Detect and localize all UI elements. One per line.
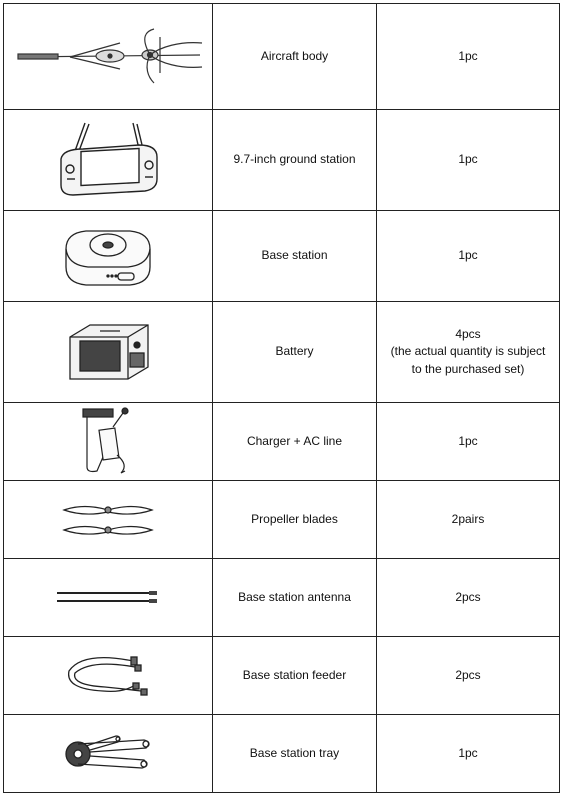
item-name: 9.7-inch ground station	[213, 110, 377, 211]
antenna-icon	[53, 588, 163, 608]
item-name: Base station antenna	[213, 559, 377, 637]
item-image-cell	[4, 302, 213, 403]
item-name: Battery	[213, 302, 377, 403]
item-image-cell	[4, 110, 213, 211]
table-row	[4, 637, 560, 715]
item-quantity	[377, 302, 560, 403]
item-image-cell	[4, 637, 213, 715]
item-image-cell	[4, 211, 213, 302]
aircraft-body-icon	[10, 27, 206, 87]
item-name: Base station feeder	[213, 637, 377, 715]
item-quantity: 1pc	[377, 715, 560, 793]
item-image-cell	[4, 403, 213, 481]
tray-icon	[60, 732, 156, 776]
table-row	[4, 559, 560, 637]
quantity-note-line-2: to the purchased set)	[411, 361, 525, 376]
quantity-note-line-1: (the actual quantity is subject	[390, 344, 546, 359]
item-quantity: 1pc	[377, 211, 560, 302]
table-row	[4, 211, 560, 302]
base-station-icon	[60, 223, 156, 289]
quantity-value: 4pcs	[455, 326, 481, 341]
item-name: Aircraft body	[213, 4, 377, 110]
item-image-cell	[4, 715, 213, 793]
propeller-icon	[60, 500, 156, 540]
feeder-cable-icon	[63, 651, 153, 701]
charger-icon	[63, 407, 153, 477]
table-row	[4, 4, 560, 110]
item-quantity: 2pcs	[377, 637, 560, 715]
ground-station-icon	[53, 119, 163, 201]
item-image-cell	[4, 559, 213, 637]
item-name: Propeller blades	[213, 481, 377, 559]
item-name: Base station tray	[213, 715, 377, 793]
item-quantity: 1pc	[377, 403, 560, 481]
table-row	[4, 403, 560, 481]
item-image-cell	[4, 481, 213, 559]
table-row	[4, 715, 560, 793]
item-name: Base station	[213, 211, 377, 302]
item-quantity: 1pc	[377, 110, 560, 211]
item-quantity: 1pc	[377, 4, 560, 110]
item-quantity: 2pcs	[377, 559, 560, 637]
battery-icon	[60, 317, 156, 387]
item-name: Charger + AC line	[213, 403, 377, 481]
table-row	[4, 481, 560, 559]
item-image-cell	[4, 4, 213, 110]
table-row	[4, 110, 560, 211]
item-quantity: 2pairs	[377, 481, 560, 559]
packing-list-table	[3, 3, 560, 793]
table-row	[4, 302, 560, 403]
